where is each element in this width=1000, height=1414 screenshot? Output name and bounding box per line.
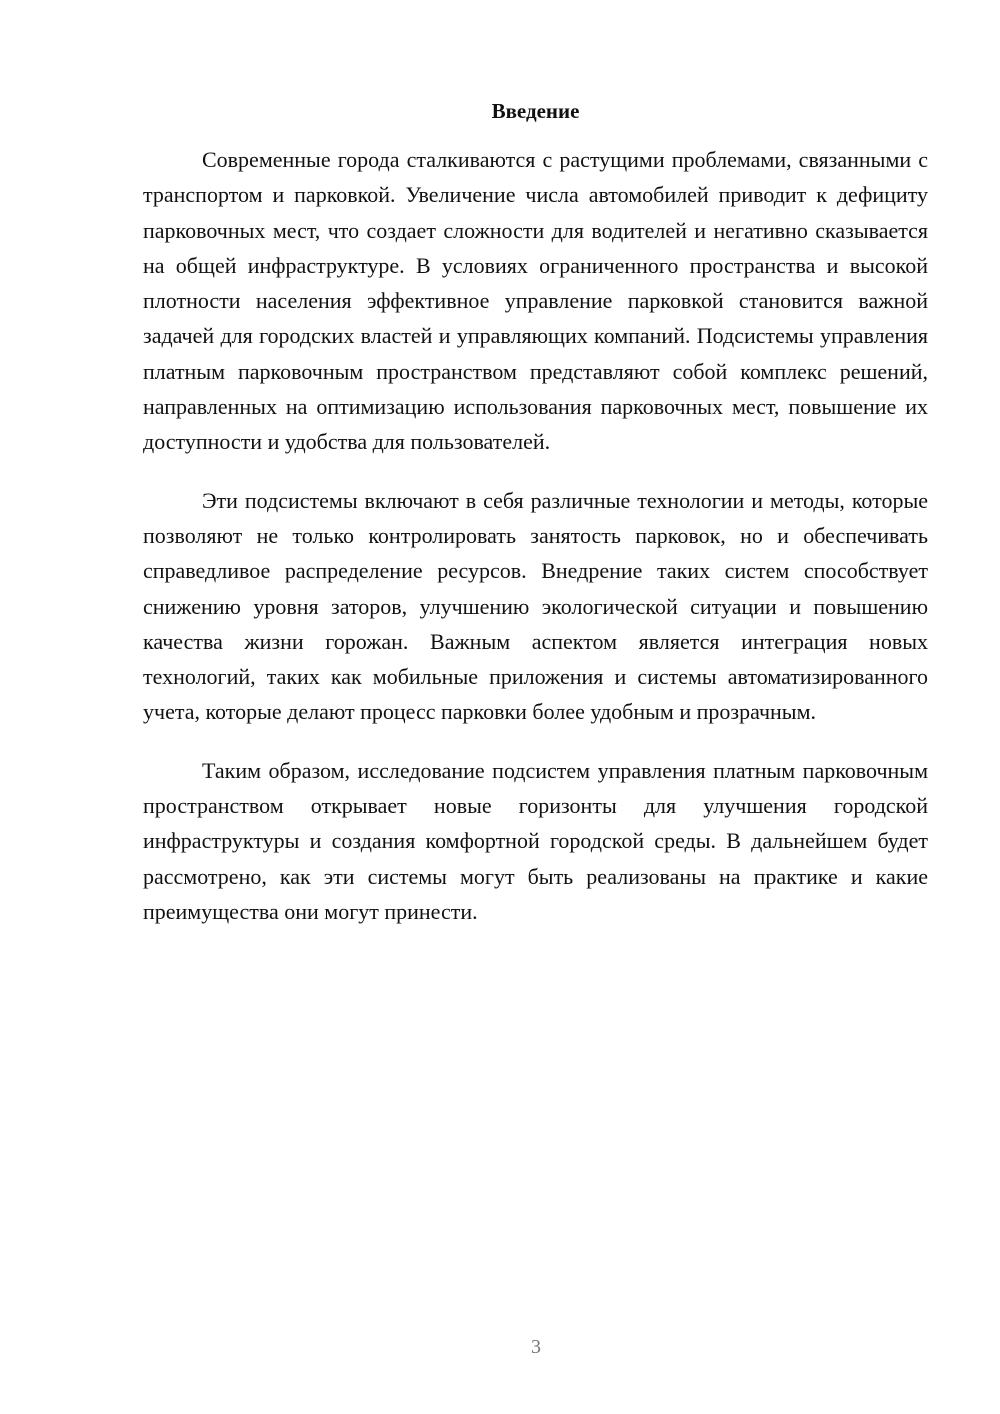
paragraph-2: Эти подсистемы включают в себя различные технологии и методы, которые позволяют не только контролировать занятость парковок, но и обеспечивать справедливое распределение ресурсов. Внедрение таких систем способствует снижению уровня заторов, улучшению экологической ситуации и повышению качества жизни горожан. Важным аспектом является интеграция новых технологий, таких как мобильные приложения и системы автоматизированного учета, которые делают процесс парковки более удобным и прозрачным. <box>143 487 928 725</box>
paragraph-3: Таким образом, исследование подсистем управления платным парковочным пространством открывает новые горизонты для улучшения городской инфраструктуры и создания комфортной городской среды. В дальнейшем будет рассмотрено, как эти системы могут быть реализованы на практике и какие преимущества они могут принести. <box>143 757 928 924</box>
section-heading: Введение <box>491 99 580 123</box>
paragraph-1: Современные города сталкиваются с растущими проблемами, связанными с транспортом и парковкой. Увеличение числа автомобилей приводит к дефициту парковочных мест, что создает сложности для водителей и негативно сказывается на общей инфраструктуре. В условиях ограниченного пространства и высокой плотности населения эффективное управление парковкой становится важной задачей для городских властей и управляющих компаний. Подсистемы управления платным парковочным пространством представляют собой комплекс решений, направленных на оптимизацию использования парковочных мест, повышение их доступности и удобства для пользователей. <box>143 147 928 455</box>
body-text <box>143 142 928 952</box>
page-number: 3 <box>531 1336 541 1358</box>
